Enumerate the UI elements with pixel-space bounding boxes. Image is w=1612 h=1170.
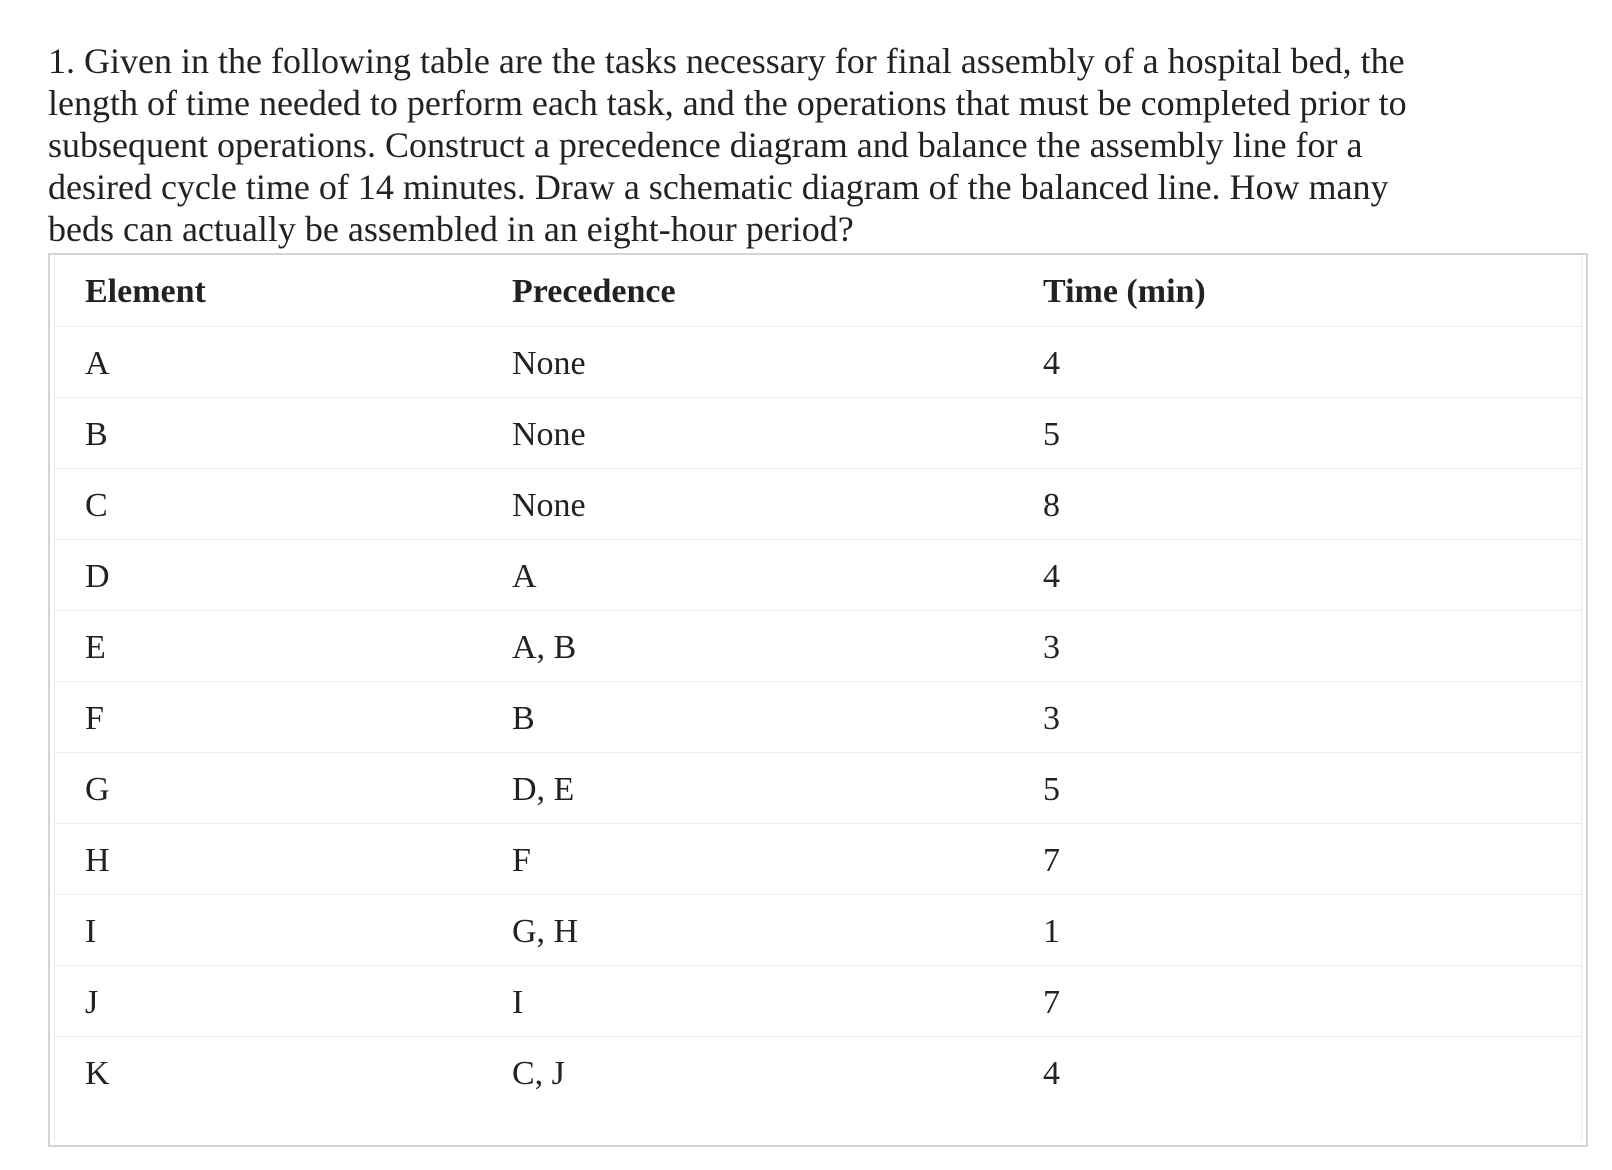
cell-precedence: I <box>512 984 524 1021</box>
cell-time: 7 <box>1043 842 1060 879</box>
cell-element: C <box>85 487 108 524</box>
question-text <box>48 40 1518 250</box>
task-table <box>48 253 1588 1147</box>
cell-element: D <box>85 558 110 595</box>
cell-time: 5 <box>1043 771 1060 808</box>
cell-precedence: None <box>512 416 586 453</box>
cell-time: 8 <box>1043 487 1060 524</box>
cell-element: K <box>85 1055 110 1092</box>
table-row <box>55 1036 1581 1111</box>
cell-element: G <box>85 771 110 808</box>
cell-time: 4 <box>1043 1055 1060 1092</box>
cell-element: E <box>85 629 106 666</box>
cell-time: 5 <box>1043 416 1060 453</box>
cell-precedence: G, H <box>512 913 579 950</box>
cell-precedence: C, J <box>512 1055 565 1092</box>
cell-element: J <box>85 984 99 1021</box>
header-time: Time (min) <box>1043 273 1206 310</box>
cell-precedence: F <box>512 842 531 879</box>
cell-precedence: A <box>512 558 537 595</box>
question-line: desired cycle time of 14 minutes. Draw a schematic diagram of the balanced line. How many <box>48 167 1389 207</box>
cell-element: B <box>85 416 108 453</box>
cell-precedence: B <box>512 700 535 737</box>
table-row <box>55 397 1581 472</box>
header-element: Element <box>85 273 206 310</box>
table-row <box>55 681 1581 756</box>
question-line: subsequent operations. Construct a precedence diagram and balance the assembly line for a <box>48 125 1363 165</box>
cell-precedence: D, E <box>512 771 575 808</box>
cell-element: H <box>85 842 110 879</box>
cell-time: 3 <box>1043 700 1060 737</box>
cell-element: I <box>85 913 97 950</box>
cell-precedence: None <box>512 487 586 524</box>
cell-time: 4 <box>1043 345 1060 382</box>
table-row <box>55 326 1581 401</box>
question-line: length of time needed to perform each task, and the operations that must be completed prior to <box>48 83 1407 123</box>
table-row <box>55 752 1581 827</box>
table-row <box>55 823 1581 898</box>
task-table-body <box>54 255 1582 1141</box>
cell-time: 7 <box>1043 984 1060 1021</box>
cell-element: A <box>85 345 110 382</box>
question-line: 1. Given in the following table are the tasks necessary for final assembly of a hospital bed, the <box>48 41 1405 81</box>
cell-precedence: A, B <box>512 629 577 666</box>
header-precedence: Precedence <box>512 273 676 310</box>
question-line: beds can actually be assembled in an eight-hour period? <box>48 209 854 249</box>
table-row <box>55 539 1581 614</box>
table-row <box>55 894 1581 969</box>
table-header-row <box>55 255 1581 329</box>
table-row <box>55 965 1581 1040</box>
cell-element: F <box>85 700 104 737</box>
cell-precedence: None <box>512 345 586 382</box>
cell-time: 3 <box>1043 629 1060 666</box>
cell-time: 4 <box>1043 558 1060 595</box>
table-row <box>55 610 1581 685</box>
table-row <box>55 468 1581 543</box>
cell-time: 1 <box>1043 913 1060 950</box>
